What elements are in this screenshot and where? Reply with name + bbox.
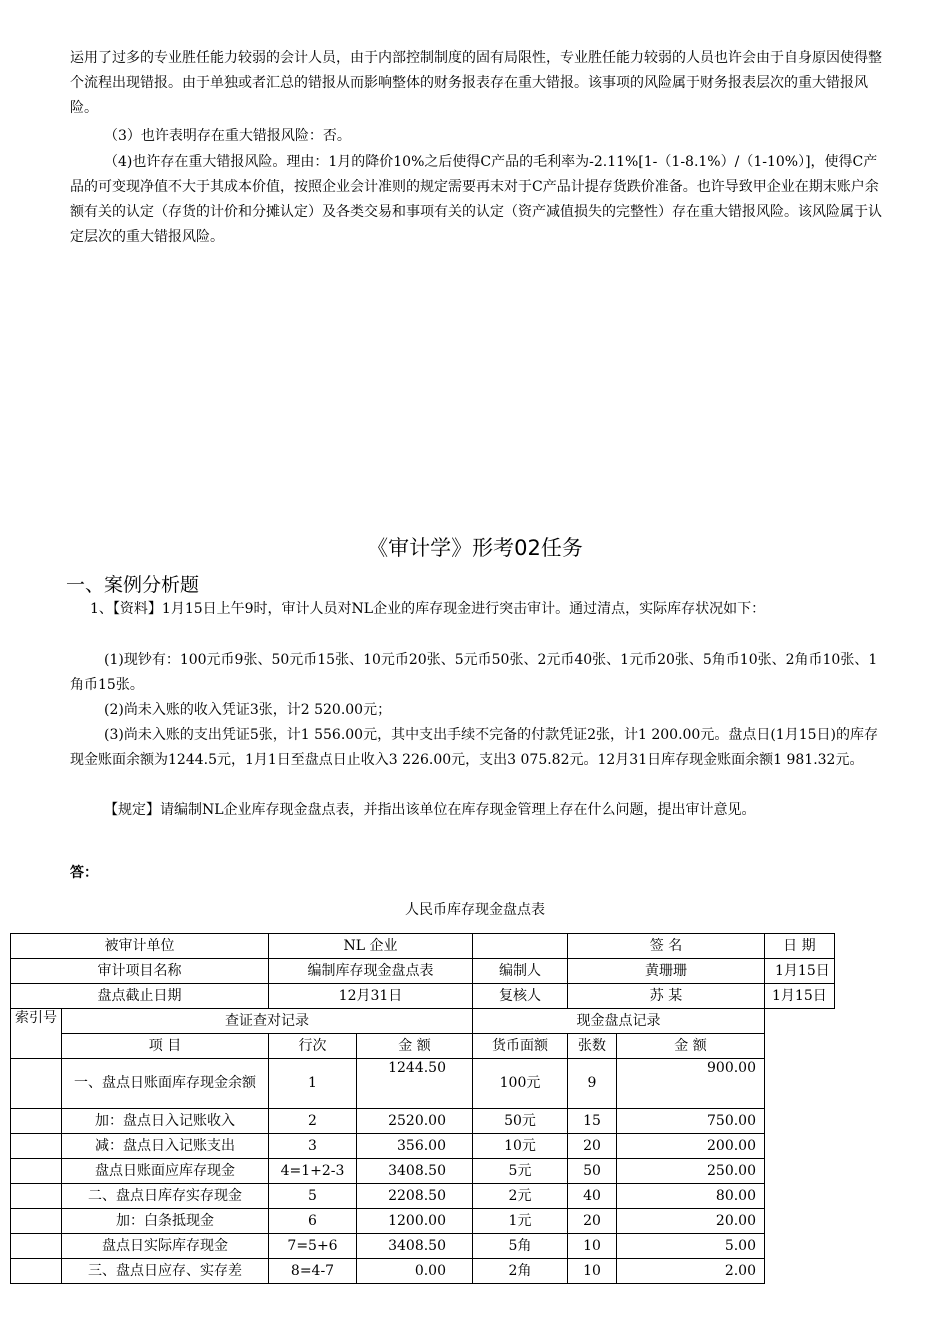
row-item: 盘点日账面应库存现金 (62, 1159, 269, 1184)
row-amount: 2520.00 (357, 1109, 473, 1134)
case-requirement: 【规定】请编制NL企业库存现金盘点表，并指出该单位在库存现金管理上存在什么问题，提出审计意见。 (104, 802, 756, 818)
row-line: 5 (269, 1184, 357, 1209)
audited-unit-label: 被审计单位 (11, 934, 269, 959)
cutoff-value: 12月31日 (269, 984, 473, 1009)
row-denom: 5角 (473, 1234, 568, 1259)
row-amount: 1200.00 (357, 1209, 473, 1234)
reviewer-label: 复核人 (473, 984, 568, 1009)
paragraph-item-4: （4)也许存在重大错报风险。理由：1月的降价10%之后使得C产品的毛利率为-2.11%[1-（1-8.1%）/（1-10%）]，使得C产品的可变现净值不大于其成本价值，按照企业会计准则的规定需要再末对于C产品计提存货跌价准备。也许导致甲企业在期末账户余额有关的认定（存货的计价和分摊认定）及各类交易和事项有关的认定（资产减值损失的完整性）存在重大错报风险。该风险属于认定层次的重大错报风险。 (70, 154, 882, 245)
empty-cell (473, 934, 568, 959)
row-amount: 3408.50 (357, 1159, 473, 1184)
index-cell (11, 1109, 62, 1134)
row-item: 加：白条抵现金 (62, 1209, 269, 1234)
case-paragraph-4: (3)尚未入账的支出凭证5张，计1 556.00元，其中支出手续不完备的付款凭证2张，计1 200.00元。盘点日(1月15日)的库存现金账面余额为1244.5元，1月1日至盘点日止收入3 226.00元，支出3 075.82元。12月31日库存现金账面余额1 981.32元。 (70, 727, 878, 768)
row-amount2: 750.00 (617, 1109, 765, 1134)
row-denom: 10元 (473, 1134, 568, 1159)
row-amount: 356.00 (357, 1134, 473, 1159)
check-header: 查证查对记录 (62, 1009, 473, 1034)
row-denom: 50元 (473, 1109, 568, 1134)
index-cell (11, 1209, 62, 1234)
row-denom: 5元 (473, 1159, 568, 1184)
index-cell (11, 1134, 62, 1159)
row-line: 6 (269, 1209, 357, 1234)
row-amount2: 5.00 (617, 1234, 765, 1259)
col-count: 张数 (568, 1034, 617, 1059)
row-line: 3 (269, 1134, 357, 1159)
project-value: 编制库存现金盘点表 (269, 959, 473, 984)
row-line: 7=5+6 (269, 1234, 357, 1259)
case-paragraph-3: (2)尚未入账的收入凭证3张，计2 520.00元； (104, 702, 392, 718)
date-label: 日 期 (765, 934, 835, 959)
row-count: 10 (568, 1234, 617, 1259)
row-item: 三、盘点日应存、实存差 (62, 1259, 269, 1284)
table-title: 人民币库存现金盘点表 (405, 902, 545, 918)
row-amount: 1244.50 (357, 1059, 473, 1109)
index-cell (11, 1259, 62, 1284)
answer-label: 答： (70, 865, 98, 881)
row-count: 20 (568, 1209, 617, 1234)
paragraph-item-3: （3）也许表明存在重大错报风险：否。 (104, 128, 351, 144)
preparer-label: 编制人 (473, 959, 568, 984)
row-denom: 1元 (473, 1209, 568, 1234)
row-amount2: 900.00 (617, 1059, 765, 1109)
index-cell (11, 1159, 62, 1184)
row-item: 减：盘点日入记账支出 (62, 1134, 269, 1159)
index-cell (11, 1059, 62, 1109)
case-paragraph-2: (1)现钞有：100元币9张、50元币15张、10元币20张、5元币50张、2元币40张、1元币20张、5角币10张、2角币10张、1角币15张。 (70, 652, 878, 693)
row-amount: 2208.50 (357, 1184, 473, 1209)
preparer-value: 黄珊珊 (568, 959, 765, 984)
index-cell (11, 1234, 62, 1259)
col-denom: 货币面额 (473, 1034, 568, 1059)
row-count: 15 (568, 1109, 617, 1134)
col-item: 项 目 (62, 1034, 269, 1059)
audited-unit-value: NL 企业 (269, 934, 473, 959)
row-line: 1 (269, 1059, 357, 1109)
reviewer-date: 1月15日 (765, 984, 835, 1009)
row-line: 2 (269, 1109, 357, 1134)
project-label: 审计项目名称 (11, 959, 269, 984)
row-amount2: 2.00 (617, 1259, 765, 1284)
row-amount2: 20.00 (617, 1209, 765, 1234)
row-amount: 3408.50 (357, 1234, 473, 1259)
col-amount: 金 额 (357, 1034, 473, 1059)
col-amount2: 金 额 (617, 1034, 765, 1059)
row-amount2: 250.00 (617, 1159, 765, 1184)
row-item: 盘点日实际库存现金 (62, 1234, 269, 1259)
row-amount: 0.00 (357, 1259, 473, 1284)
row-count: 9 (568, 1059, 617, 1109)
sign-label: 签 名 (568, 934, 765, 959)
row-count: 50 (568, 1159, 617, 1184)
col-line: 行次 (269, 1034, 357, 1059)
reviewer-value: 苏 某 (568, 984, 765, 1009)
row-denom: 2元 (473, 1184, 568, 1209)
row-item: 一、盘点日账面库存现金余额 (62, 1059, 269, 1109)
row-item: 加：盘点日入记账收入 (62, 1109, 269, 1134)
cash-count-table (10, 933, 835, 1284)
paragraph-risk-cont: 运用了过多的专业胜任能力较弱的会计人员，由于内部控制制度的固有局限性，专业胜任能力较弱的人员也许会由于自身原因使得整个流程出现错报。由于单独或者汇总的错报从而影响整体的财务报表存在重大错报。该事项的风险属于财务报表层次的重大错报风险。 (70, 50, 882, 116)
row-denom: 2角 (473, 1259, 568, 1284)
preparer-date: 1月15日 (765, 959, 835, 984)
row-amount2: 80.00 (617, 1184, 765, 1209)
row-denom: 100元 (473, 1059, 568, 1109)
cutoff-label: 盘点截止日期 (11, 984, 269, 1009)
row-count: 20 (568, 1134, 617, 1159)
row-line: 8=4-7 (269, 1259, 357, 1284)
page-title: 《审计学》形考02任务 (367, 536, 583, 560)
section-heading: 一、案例分析题 (66, 574, 200, 596)
row-item: 二、盘点日库存实存现金 (62, 1184, 269, 1209)
index-label: 索引号 (11, 1009, 62, 1059)
row-count: 10 (568, 1259, 617, 1284)
row-amount2: 200.00 (617, 1134, 765, 1159)
case-paragraph-1: 1、【资料】1月15日上午9时，审计人员对NL企业的库存现金进行突击审计。通过清点，实际库存状况如下： (90, 601, 766, 617)
count-header: 现金盘点记录 (473, 1009, 765, 1034)
row-count: 40 (568, 1184, 617, 1209)
row-line: 4=1+2-3 (269, 1159, 357, 1184)
index-cell (11, 1184, 62, 1209)
